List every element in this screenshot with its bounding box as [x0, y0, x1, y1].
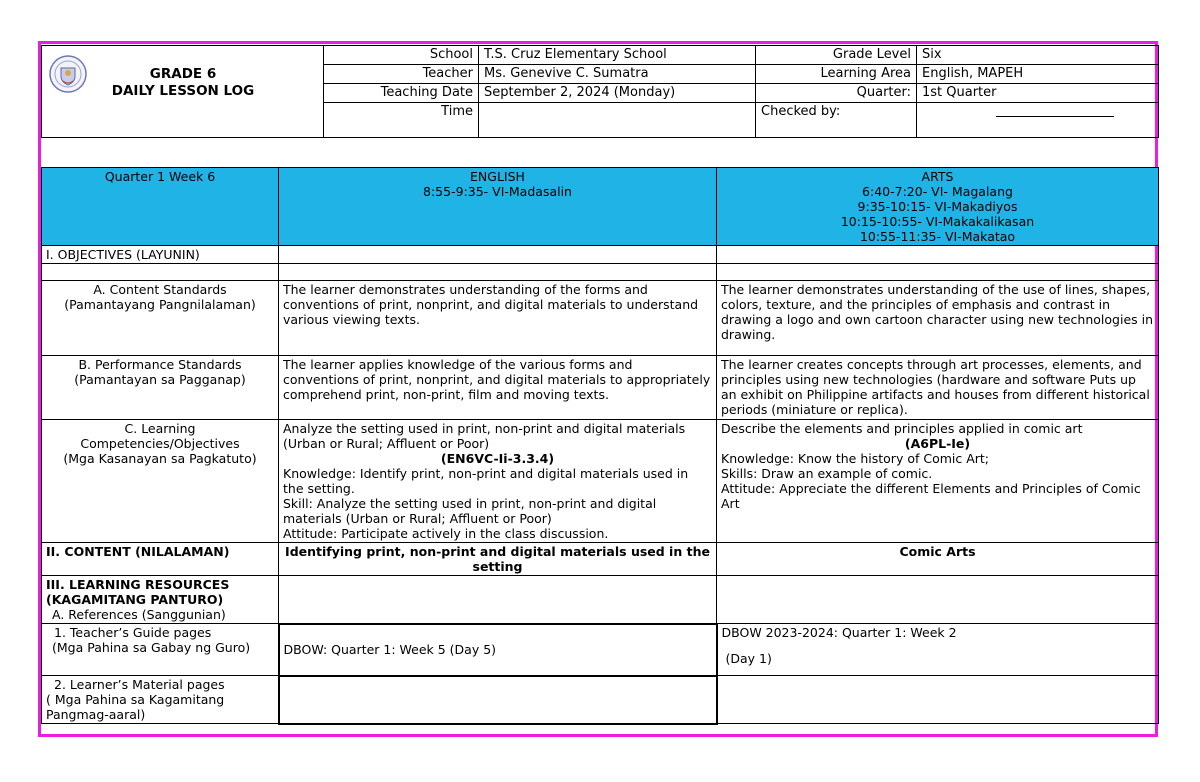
competency-arts-code: (A6PL-Ie): [904, 436, 971, 451]
quarter-label: Quarter:: [756, 84, 917, 103]
learning-area-label: Learning Area: [756, 65, 917, 84]
teachers-guide-arts-line1: DBOW 2023-2024: Quarter 1: Week 2: [721, 625, 957, 640]
resources-title: III. LEARNING RESOURCES: [46, 577, 230, 592]
competency-arts-skills: Skills: Draw an example of comic.: [721, 466, 933, 481]
english-header: [279, 168, 717, 246]
arts-schedule-1: 6:40-7:20- VI- Magalang: [862, 184, 1013, 199]
header-table: [41, 45, 1159, 138]
performance-standards-subtitle: (Pamantayan sa Pagganap): [74, 372, 246, 387]
checked-by-line: [917, 103, 1159, 138]
content-heading: II. CONTENT (NILALAMAN): [42, 543, 279, 576]
logo-title-cell: [42, 46, 324, 138]
time-value: [479, 103, 756, 138]
learners-material-subtitle: ( Mga Pahina sa Kagamitang: [46, 692, 225, 707]
teaching-date-value: September 2, 2024 (Monday): [479, 84, 756, 103]
title-grade: GRADE 6: [149, 66, 217, 82]
competency-english-intro: Analyze the setting used in print, non-print and digital materials (Urban or Rural; Affluent or Poor): [283, 421, 686, 451]
learners-material-english: [279, 676, 717, 724]
grade-level-value: Six: [917, 46, 1159, 65]
competency-english-skill: Skill: Analyze the setting used in print, non-print and digital materials (Urban or Rural; Affluent or Poor): [283, 496, 657, 526]
time-label: Time: [324, 103, 479, 138]
objectives-heading: I. OBJECTIVES (LAYUNIN): [42, 246, 279, 264]
competencies-title: C. Learning: [124, 421, 196, 436]
content-standards-label: [42, 281, 279, 356]
teachers-guide-english: DBOW: Quarter 1: Week 5 (Day 5): [279, 624, 717, 676]
teachers-guide-title: 1. Teacher’s Guide pages: [54, 625, 212, 640]
competency-english-attitude: Attitude: Participate actively in the class discussion.: [283, 526, 609, 541]
checked-by-label: Checked by:: [756, 103, 917, 138]
learners-material-subtitle-2: Pangmag-aaral): [46, 707, 146, 722]
title-dll: DAILY LESSON LOG: [111, 83, 255, 99]
performance-standards-label: [42, 356, 279, 420]
teachers-guide-arts: [717, 624, 1159, 676]
competency-english-code: (EN6VC-Ii-3.3.4): [440, 451, 555, 466]
learners-material-title: 2. Learner’s Material pages: [54, 677, 225, 692]
school-value: T.S. Cruz Elementary School: [479, 46, 756, 65]
english-title: ENGLISH: [470, 169, 525, 184]
english-schedule: 8:55-9:35- VI-Madasalin: [423, 184, 572, 199]
performance-standards-arts: The learner creates concepts through art processes, elements, and principles using new technologies (hardware and software Puts up an exhibit on Philippine artifacts and houses from different historical periods (miniature or replica).: [717, 356, 1159, 420]
competencies-subtitle: (Mga Kasanayan sa Pagkatuto): [63, 451, 257, 466]
competency-english-knowledge: Knowledge: Identify print, non-print and digital materials used in the setting.: [283, 466, 689, 496]
school-label: School: [324, 46, 479, 65]
grade-level-label: Grade Level: [756, 46, 917, 65]
competency-arts-knowledge: Knowledge: Know the history of Comic Art;: [721, 451, 990, 466]
arts-schedule-4: 10:55-11:35- VI-Makatao: [859, 229, 1016, 244]
content-standards-title: A. Content Standards: [93, 282, 227, 297]
learning-area-value: English, MAPEH: [917, 65, 1159, 84]
signature-line: [996, 104, 1114, 117]
teachers-guide-arts-line2: (Day 1): [725, 651, 772, 666]
content-standards-arts: The learner demonstrates understanding of the use of lines, shapes, colors, texture, and the principles of emphasis and contrast in drawing a logo and own cartoon character using new technologies in drawing.: [717, 281, 1159, 356]
arts-header: [717, 168, 1159, 246]
resources-subtitle: (KAGAMITANG PANTURO): [46, 592, 224, 607]
performance-standards-english: The learner applies knowledge of the various forms and conventions of print, nonprint, and digital materials to appropriately comprehend print, non-print, film and moving texts.: [279, 356, 717, 420]
competencies-english: [279, 420, 717, 543]
teachers-guide-label: [42, 624, 279, 676]
teachers-guide-subtitle: (Mga Pahina sa Gabay ng Guro): [52, 640, 251, 655]
learners-material-arts: [717, 676, 1159, 724]
content-english: Identifying print, non-print and digital materials used in the setting: [279, 543, 717, 576]
resources-heading: [42, 576, 279, 624]
competencies-arts: [717, 420, 1159, 543]
competency-arts-intro: Describe the elements and principles applied in comic art: [721, 421, 1083, 436]
arts-schedule-3: 10:15-10:55- VI-Makakalikasan: [840, 214, 1035, 229]
arts-title: ARTS: [921, 169, 954, 184]
competency-arts-attitude: Attitude: Appreciate the different Elements and Principles of Comic Art: [721, 481, 1141, 511]
content-arts: Comic Arts: [717, 543, 1159, 576]
teacher-value: Ms. Genevive C. Sumatra: [479, 65, 756, 84]
lesson-table: [41, 167, 1159, 725]
quarter-value: 1st Quarter: [917, 84, 1159, 103]
content-standards-subtitle: (Pamantayang Pangnilalaman): [64, 297, 256, 312]
references-label: A. References (Sanggunian): [52, 607, 226, 622]
arts-schedule-2: 9:35-10:15- VI-Makadiyos: [857, 199, 1018, 214]
competencies-title-2: Competencies/Objectives: [80, 436, 240, 451]
competencies-label: [42, 420, 279, 543]
week-header: Quarter 1 Week 6: [42, 168, 279, 246]
performance-standards-title: B. Performance Standards: [78, 357, 242, 372]
teacher-label: Teacher: [324, 65, 479, 84]
content-standards-english: The learner demonstrates understanding of the forms and conventions of print, nonprint, and digital materials to understand various viewing texts.: [279, 281, 717, 356]
learners-material-label: [42, 676, 279, 724]
teaching-date-label: Teaching Date: [324, 84, 479, 103]
